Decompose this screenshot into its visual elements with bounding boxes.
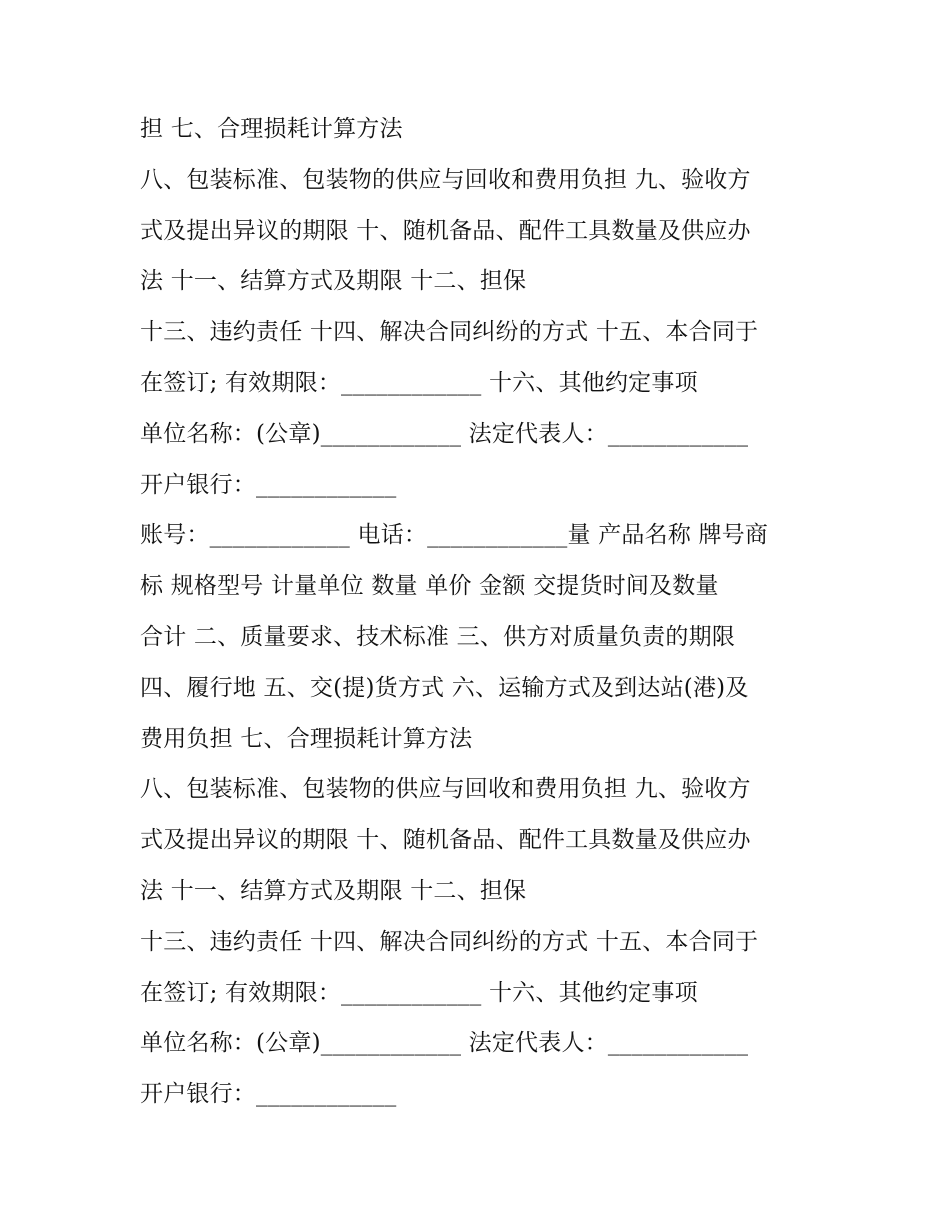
- text-line: 开户银行：____________: [140, 1081, 397, 1108]
- text-line: 式及提出异议的期限 十、随机备品、配件工具数量及供应办: [140, 827, 751, 854]
- text-line: 费用负担 七、合理损耗计算方法: [140, 725, 473, 752]
- text-line: 八、包装标准、包装物的供应与回收和费用负担 九、验收方: [140, 166, 751, 193]
- text-line: 合计 二、质量要求、技术标准 三、供方对质量负责的期限: [140, 623, 736, 650]
- text-line: 在签订; 有效期限：____________ 十六、其他约定事项: [140, 369, 698, 396]
- text-line: 四、履行地 五、交(提)货方式 六、运输方式及到达站(港)及: [140, 674, 749, 701]
- text-line: 式及提出异议的期限 十、随机备品、配件工具数量及供应办: [140, 217, 751, 244]
- text-line: 单位名称：(公章)____________ 法定代表人：____________: [140, 420, 749, 447]
- text-line: 开户银行：____________: [140, 471, 397, 498]
- document-body: [140, 104, 820, 1120]
- text-line: 法 十一、结算方式及期限 十二、担保: [140, 877, 527, 904]
- text-line: 十三、违约责任 十四、解决合同纠纷的方式 十五、本合同于: [140, 319, 759, 346]
- text-line: 在签订; 有效期限：____________ 十六、其他约定事项: [140, 979, 698, 1006]
- text-line: 单位名称：(公章)____________ 法定代表人：____________: [140, 1030, 749, 1057]
- text-line: 十三、违约责任 十四、解决合同纠纷的方式 十五、本合同于: [140, 928, 759, 955]
- text-line: 账号：____________ 电话：____________量 产品名称 牌号商: [140, 522, 769, 549]
- text-line: 八、包装标准、包装物的供应与回收和费用负担 九、验收方: [140, 776, 751, 803]
- text-line: 法 十一、结算方式及期限 十二、担保: [140, 268, 527, 295]
- text-line: 标 规格型号 计量单位 数量 单价 金额 交提货时间及数量: [140, 573, 719, 600]
- text-line: 担 七、合理损耗计算方法: [140, 116, 403, 142]
